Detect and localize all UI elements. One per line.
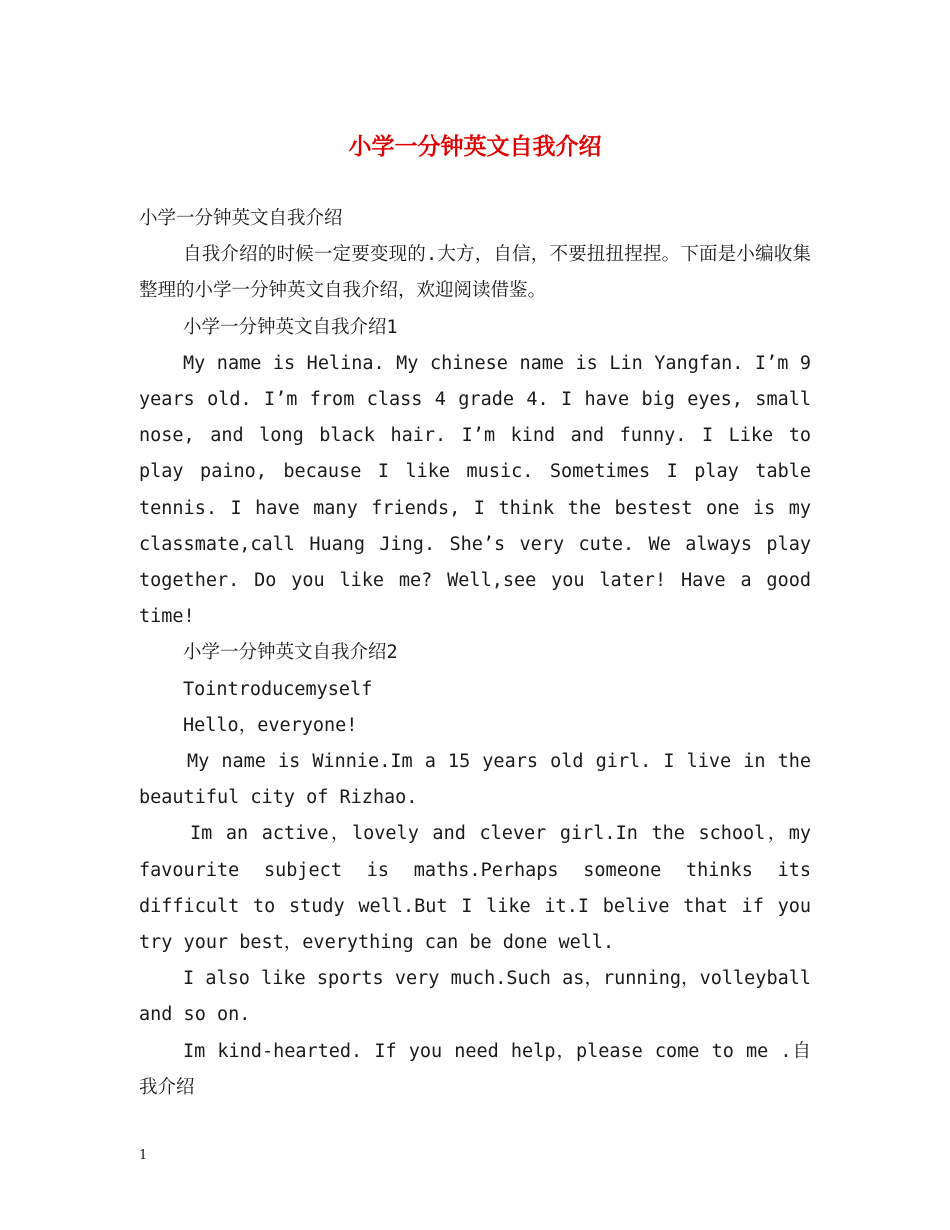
section2-para1: My name is Winnie.Im a 15 years old girl. I live in the beautiful city of Rizhao. bbox=[139, 751, 811, 809]
section2-para2: Im an active，lovely and clever girl.In the school，my favourite subject is maths.Perhaps someone thinks its difficult to study well.But I like it.I belive that if you try your best，everything can be done well. bbox=[139, 823, 811, 954]
section2-para3: I also like sports very much.Such as，running，volleyball and so on. bbox=[139, 968, 811, 1026]
subtitle: 小学一分钟英文自我介绍 bbox=[139, 208, 343, 229]
section1-body: My name is Helina. My chinese name is Lin Yangfan. I’m 9 years old. I’m from class 4 grade 4. I have big eyes, small nose, and long black hair. I’m kind and funny. I Like to play paino, because I like music. Sometimes I play table tennis. I have many friends, I think the bestest one is my classmate,call Huang Jing. She’s very cute. We always play together. Do you like me? Well,see you later! Have a good time! bbox=[139, 352, 811, 628]
page-number: 1 bbox=[139, 1148, 148, 1163]
section2-para4: Im kind-hearted. If you need help，please come to me .自我介绍 bbox=[139, 1040, 811, 1098]
section1-heading: 小学一分钟英文自我介绍1 bbox=[183, 316, 398, 338]
intro-paragraph: 自我介绍的时候一定要变现的.大方，自信，不要扭扭捏捏。下面是小编收集整理的小学一分钟英文自我介绍，欢迎阅读借鉴。 bbox=[139, 244, 811, 302]
section2-line1: Tointroducemyself bbox=[183, 678, 373, 700]
section2-greeting: Hello，everyone! bbox=[183, 714, 358, 736]
document-title: 小学一分钟英文自我介绍 bbox=[348, 133, 602, 160]
section2-heading: 小学一分钟英文自我介绍2 bbox=[183, 642, 398, 664]
document-body bbox=[139, 201, 811, 1106]
